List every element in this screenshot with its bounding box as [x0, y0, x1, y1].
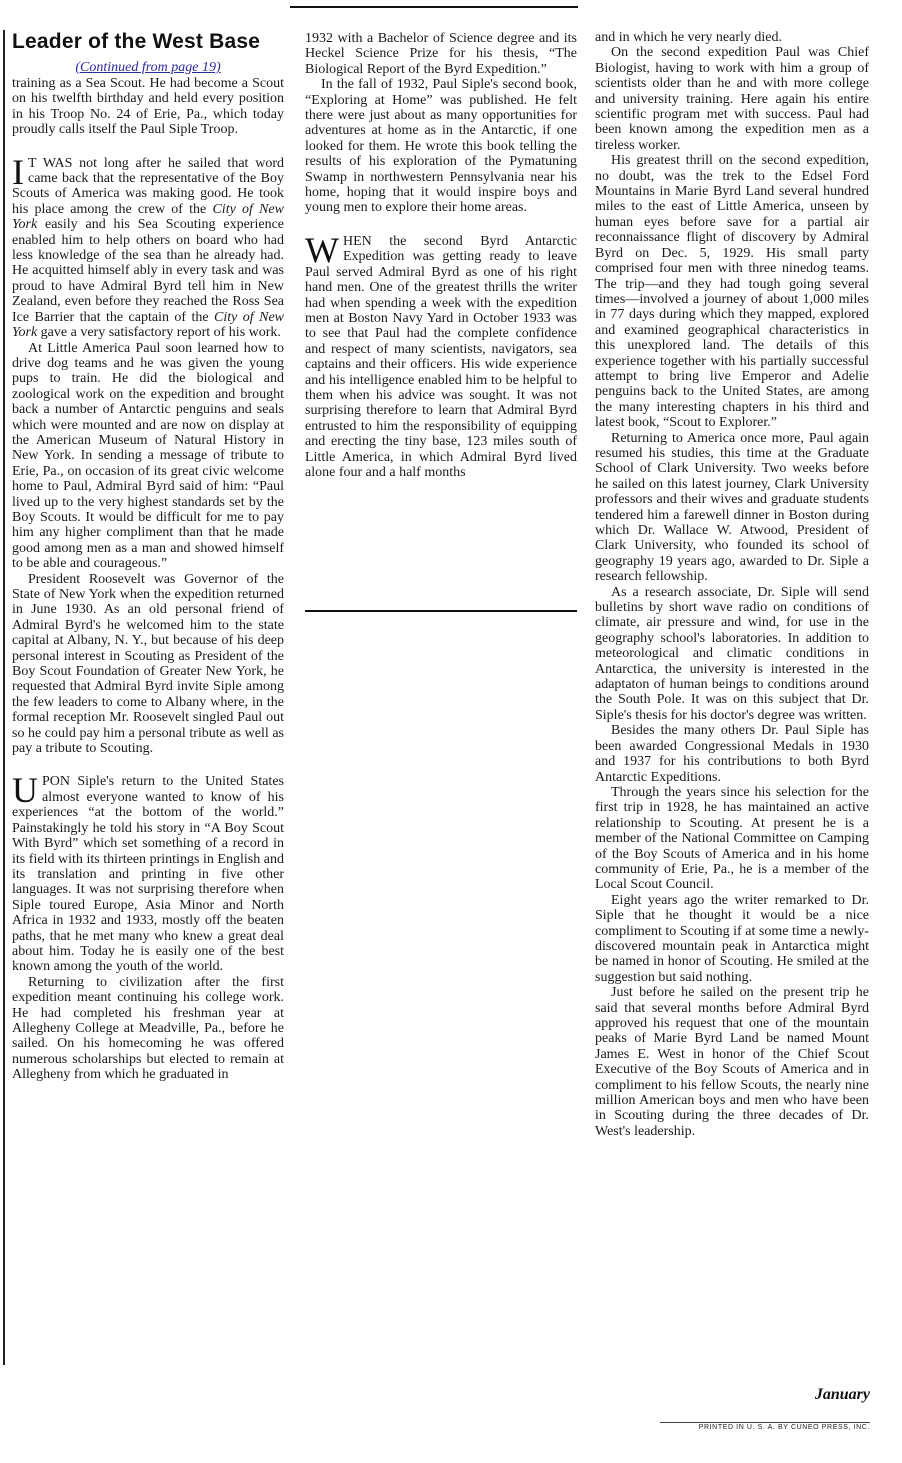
- paragraph: At Little America Paul soon learned how to drive dog teams and he was given the young pups to train. He did the biological and zoological work on the expedition and brought back a number of Antarctic penguins and seals which were mounted and are now on display at the American Museum of Natural History in New York. In sending a message of tribute to Erie, Pa., on occasion of its great civic welcome home to Paul, Admiral Byrd said of him: “Paul lived up to the very highest standards set by the Boy Scouts. It would be difficult for me to pay him any higher compliment than that he made good among men as a man and showed himself to be able and courageous.”: [12, 340, 284, 572]
- left-margin-rule: [3, 30, 5, 1365]
- paragraph: As a research associate, Dr. Siple will send bulletins by short wave radio on conditions of climate, air pressure and wind, for use in the geography school's laboratories. In addition to meteorological and climatic conditions in Antarctica, the university is interested in the adaptaton of human beings to conditions around the South Pole. It was on this subject that Dr. Siple's thesis for his doctor's degree was written.: [595, 584, 869, 723]
- paragraph: On the second expedition Paul was Chief Biologist, having to work with him a group of scientists older than he and with more college and university training. Here again his entire scientific program met with success. Paul had been known among the expedition men as a tireless worker.: [595, 45, 869, 153]
- paragraph-dropcap: WHEN the second Byrd Antarctic Expedition was getting ready to leave Paul served Admiral Byrd as one of his right hand men. One of the greatest thrills the writer had when spending a week with the expedition men at Boston Navy Yard in October 1933 was to see that Paul had the complete confidence and respect of many scientists, navigators, sea captains and their officers. His wide experience and his intelligence enabled him to be helpful to them when his advice was sought. It was not surprising therefore to learn that Admiral Byrd entrusted to him the responsibility of equipping and erecting the tiny base, 123 miles south of Little America, in which Admiral Byrd lived alone four and a half months: [305, 229, 577, 480]
- top-rule: [290, 6, 578, 8]
- paragraph: In the fall of 1932, Paul Siple's second book, “Exploring at Home” was published. He felt there were just about as many opportunities for adventures at home as in the Antarctic, if one looked for them. He wrote this book telling the results of his exploration of the Pymatuning Swamp in northwestern Pennsylvania near his home, hoping that it would inspire boys and young men to explore their home areas.: [305, 77, 577, 216]
- paragraph: training as a Sea Scout. He had become a Scout on his twelfth birthday and held every position in his Troop No. 24 of Erie, Pa., which today proudly calls itself the Paul Siple Troop.: [12, 76, 284, 138]
- paragraph: Besides the many others Dr. Paul Siple has been awarded Congressional Medals in 1930 and 1937 for his contributions to both Byrd Antarctic Expeditions.: [595, 723, 869, 785]
- paragraph: President Roosevelt was Governor of the State of New York when the expedition returned in June 1930. As an old personal friend of Admiral Byrd's he welcomed him to the state capital at Albany, N. Y., but because of his deep personal interest in Scouting as President of the Boy Scout Foundation of Greater New York, he requested that Admiral Byrd invite Siple among the few leaders to come to Albany where, in the formal reception Mr. Roosevelt singled Paul out so he could pay him a personal tribute as well as pay a tribute to Scouting.: [12, 571, 284, 757]
- paragraph: 1932 with a Bachelor of Science degree and its Heckel Science Prize for his thesis, “The Biological Report of the Byrd Expedition.”: [305, 31, 577, 77]
- paragraph: Returning to civilization after the first expedition meant continuing his college work. He had completed his freshman year at Allegheny College at Meadville, Pa., before he sailed. On his homecoming he was offered numerous scholarships but elected to remain at Allegheny from which he graduated in: [12, 974, 284, 1083]
- drop-cap: I: [12, 151, 24, 192]
- paragraph: Returning to America once more, Paul again resumed his studies, this time at the Graduate School of Clark University. Two weeks before he sailed on this latest journey, Clark University professors and their wives and graduate students tendered him a farewell dinner in Boston during which Dr. Wallace W. Atwood, President of Clark University, who founded its school of geography 19 years ago, awarded to Dr. Siple a research fellowship.: [595, 430, 869, 585]
- printer-credit: PRINTED IN U. S. A. BY CUNEO PRESS, INC.: [660, 1422, 870, 1431]
- paragraph: and in which he very nearly died.: [595, 30, 782, 45]
- column-2: [305, 31, 577, 480]
- paragraph-dropcap: I T WAS not long after he sailed that word came back that the representative of the Boy Scouts of America was making good. He took his place among the crew of the City of New York easily and his Sea Scouting experience enabled him to help others on board who had less knowledge of the sea than he already had. He acquitted himself ably in every task and was proud to have Admiral Byrd tell him in New Zealand, even before they reached the Ross Sea Ice Barrier that the captain of the City of New York gave a very satisfactory report of his work.: [12, 151, 284, 341]
- ship-name: City of New York: [12, 201, 284, 233]
- paragraph-dropcap: UPON Siple's return to the United States almost everyone wanted to know of his experiences “at the bottom of the world.” Painstakingly he told his story in “A Boy Scout With Byrd” which set something of a record in its field with its thirteen printings in English and its translation and printing in five other languages. It was not surprising therefore when Siple toured Europe, Asia Minor and North Africa in 1932 and 1933, mostly off the beaten paths, that he met many who knew a great deal about him. Today he is easily one of the best known among the youth of the world.: [12, 770, 284, 975]
- column-1: [12, 30, 284, 1083]
- paragraph: His greatest thrill on the second expedition, no doubt, was the trek to the Edsel Ford Mountains in Marie Byrd Land several hundred miles to the east of Little America, unseen by human eyes before save for a partial air reconnaissance flight of discovery by Admiral Byrd on Dec. 5, 1929. His small party comprised four men with three ninedog teams. The trip—and they had tough going several times—involved a journey of about 1,000 miles in 77 days during which they mapped, explored and examined geographical characteristics in this unexplored land. The details of this experience together with his partially successful attempt to bring live Emperor and Adelie penguins back to the United States, are among the many interesting chapters in his third and latest book, “Scout to Explorer.”: [595, 153, 869, 431]
- article-title: Leader of the West Base: [12, 30, 261, 53]
- continued-link[interactable]: (Continued from page 19): [75, 60, 221, 75]
- section-end-rule: [305, 610, 577, 612]
- paragraph: Eight years ago the writer remarked to Dr. Siple that he thought it would be a nice compliment to Scouting if at some time a newly-discovered mountain peak in Antarctica might be named in honor of Scouting. He smiled at the suggestion but said nothing.: [595, 892, 869, 985]
- column-3: [595, 30, 869, 1139]
- paragraph: Just before he sailed on the present trip he said that several months before Admiral Byrd approved his request that one of the mountain peaks of Marie Byrd Land be named Mount James E. West in honor of the Chief Scout Executive of the Boy Scouts of America and in compliment to his fellow Scouts, the nearly nine million American boys and men who have been in Scouting during the three decades of Dr. West's leadership.: [595, 985, 869, 1139]
- ship-name: City of New York: [12, 309, 284, 341]
- issue-month: January: [814, 1386, 870, 1403]
- drop-cap: W: [305, 229, 339, 270]
- paragraph: Through the years since his selection for the first trip in 1928, he has maintained an active relationship to Scouting. At present he is a member of the National Committee on Camping of the Boy Scouts of America and in his home community of Erie, Pa., he is a member of the Local Scout Council.: [595, 784, 869, 893]
- drop-cap: U: [12, 770, 38, 811]
